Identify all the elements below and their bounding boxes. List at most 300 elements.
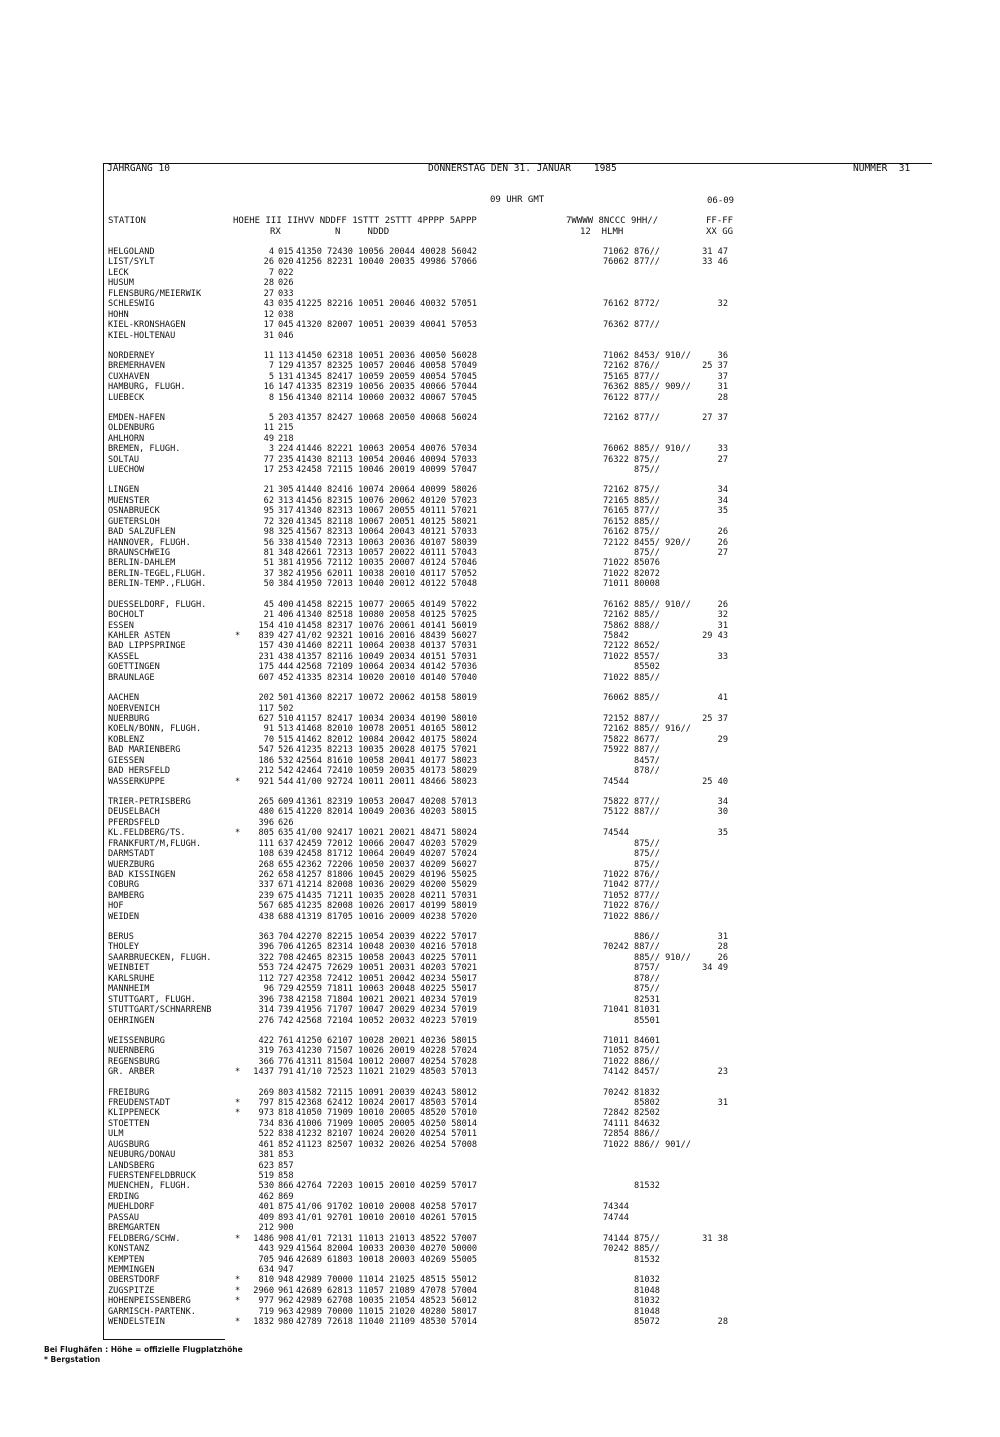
station-name: GARMISCH-PARTENK. (108, 1306, 196, 1317)
station-index: 338 (278, 537, 294, 548)
station-height: 51 (263, 558, 274, 569)
station-height: 401 (258, 1202, 274, 1213)
station-index: 947 (278, 1264, 294, 1275)
station-name: SAARBRUECKEN, FLUGH. (108, 952, 212, 963)
station-height: 239 (258, 890, 274, 901)
station-name: LANDSBERG (108, 1160, 155, 1171)
synop-groups: 41357 82427 10068 20050 40068 56024 (296, 412, 478, 423)
weather-groups: 75922 887// (603, 745, 660, 756)
synop-groups: 41235 82008 10026 20017 40199 58019 (296, 901, 478, 912)
bottom-rule (103, 1339, 225, 1340)
synop-groups: 42475 72629 10051 20031 40203 57021 (296, 963, 478, 974)
station-height: 265 (258, 796, 274, 807)
station-height: 21 (263, 610, 274, 621)
station-height: 1832 (253, 1317, 274, 1328)
station-index: 900 (278, 1223, 294, 1234)
mountain-flag: * (235, 828, 241, 839)
weather-groups: 75862 888// (603, 620, 660, 631)
synop-groups: 41468 82010 10078 20051 40165 58012 (296, 724, 478, 735)
synop-groups: 41340 82518 10080 20058 40125 57025 (296, 610, 478, 621)
station-name: MEMMINGEN (108, 1264, 155, 1275)
wind-gusts: 37 (717, 371, 728, 382)
station-index: 688 (278, 911, 294, 922)
station-name: WENDELSTEIN (108, 1317, 165, 1328)
weather-groups: 76062 885// (603, 693, 660, 704)
weather-groups: 875// (603, 984, 660, 995)
synop-groups: 42270 82215 10054 20039 40222 57017 (296, 932, 478, 943)
station-name: KASSEL (108, 651, 140, 662)
station-height: 56 (263, 537, 274, 548)
station-name: MUEHLDORF (108, 1202, 155, 1213)
synop-groups: 41950 72013 10040 20012 40122 57048 (296, 579, 478, 590)
station-height: 5 (268, 412, 274, 423)
station-name: ULM (108, 1129, 124, 1140)
station-name: MUENSTER (108, 495, 150, 506)
station-height: 186 (258, 755, 274, 766)
wind-gusts: 33 46 (702, 257, 728, 268)
station-height: 212 (258, 766, 274, 777)
station-height: 31 (263, 330, 274, 341)
station-name: GR. ARBER (108, 1067, 155, 1078)
synop-groups: 41265 82314 10048 20030 40216 57018 (296, 942, 478, 953)
weather-groups: 72162 885// 916// (603, 724, 691, 735)
station-index: 637 (278, 838, 294, 849)
synop-groups: 41230 71507 10026 20019 40228 57024 (296, 1046, 478, 1057)
wind-gusts: 34 (717, 796, 728, 807)
synop-groups: 41361 82319 10053 20047 40208 57013 (296, 796, 478, 807)
synop-groups: 41250 62107 10028 20021 40236 58015 (296, 1035, 478, 1046)
synop-groups: 42568 72109 10064 20034 40142 57036 (296, 662, 478, 673)
weather-groups: 75122 887// (603, 807, 660, 818)
station-name: KARLSRUHE (108, 973, 155, 984)
wind-gusts: 34 (717, 495, 728, 506)
synop-groups: 41450 62318 10051 20036 40050 56028 (296, 350, 478, 361)
weather-groups: 75822 8677/ (603, 734, 660, 745)
station-index: 739 (278, 1005, 294, 1016)
station-name: REGENSBURG (108, 1056, 160, 1067)
station-name: HANNOVER, FLUGH. (108, 537, 191, 548)
synop-groups: 42459 72012 10066 20047 40203 57029 (296, 838, 478, 849)
weather-groups: 71022 85076 (603, 558, 660, 569)
station-index: 761 (278, 1035, 294, 1046)
station-name: MUENCHEN, FLUGH. (108, 1181, 191, 1192)
wind-gusts: 31 (717, 620, 728, 631)
synop-groups: 41050 71909 10010 20005 48520 57010 (296, 1108, 478, 1119)
weather-groups: 74144 875// (603, 1233, 660, 1244)
station-height: 27 (263, 288, 274, 299)
station-height: 1486 (253, 1233, 274, 1244)
synop-groups: 41220 82014 10049 20036 40203 58015 (296, 807, 478, 818)
station-name: BREMEN, FLUGH. (108, 444, 181, 455)
station-name: DARMSTADT (108, 849, 155, 860)
station-height: 276 (258, 1015, 274, 1026)
station-column-header: STATION (108, 216, 146, 226)
weather-groups: 72854 886// (603, 1129, 660, 1140)
station-height: 719 (258, 1306, 274, 1317)
station-name: BREMGARTEN (108, 1223, 160, 1234)
synop-groups: 41350 72430 10056 20044 40028 56042 (296, 247, 478, 257)
wind-gust-subheader: XX GG (706, 227, 734, 237)
station-height: 111 (258, 838, 274, 849)
synop-groups: 41462 82012 10084 20042 40175 58024 (296, 734, 478, 745)
station-height: 62 (263, 495, 274, 506)
synop-groups: 41357 82325 10057 20046 40058 57049 (296, 361, 478, 372)
station-height: 95 (263, 506, 274, 517)
station-index: 706 (278, 942, 294, 953)
station-index: 875 (278, 1202, 294, 1213)
station-index: 015 (278, 247, 294, 257)
station-index: 658 (278, 869, 294, 880)
station-height: 7 (268, 361, 274, 372)
station-height: 567 (258, 901, 274, 912)
station-index: 235 (278, 454, 294, 465)
synop-groups: 41340 82313 10067 20055 40111 57021 (296, 506, 478, 517)
weather-groups: 75822 877// (603, 796, 660, 807)
station-index: 430 (278, 641, 294, 652)
station-name: KIEL-HOLTENAU (108, 330, 176, 341)
synop-groups: 41214 82008 10036 20029 40200 55029 (296, 880, 478, 891)
weather-groups: 70242 81832 (603, 1087, 660, 1098)
station-name: BAD HERSFELD (108, 766, 171, 777)
station-name: HAMBURG, FLUGH. (108, 382, 186, 393)
station-height: 268 (258, 859, 274, 870)
weather-groups: 72152 887// (603, 713, 660, 724)
station-index: 626 (278, 817, 294, 828)
weather-groups: 875// (603, 849, 660, 860)
synop-groups: 42989 62708 10035 21054 48523 56012 (296, 1296, 478, 1307)
synop-groups: 41430 82113 10054 20046 40094 57033 (296, 454, 478, 465)
weather-groups: 74111 84632 (603, 1118, 660, 1129)
station-index: 609 (278, 796, 294, 807)
station-height: 70 (263, 734, 274, 745)
weather-groups: 72162 885// (603, 610, 660, 621)
wind-gusts: 33 (717, 444, 728, 455)
station-name: THOLEY (108, 942, 140, 953)
synop-groups: 42465 82315 10058 20043 40225 57011 (296, 952, 478, 963)
synop-groups: 42458 72115 10046 20019 40099 57047 (296, 465, 478, 476)
station-index: 655 (278, 859, 294, 870)
station-name: STUTTGART/SCHNARRENB (108, 1005, 212, 1016)
synop-groups: 41582 72115 10091 20039 40243 58012 (296, 1087, 478, 1098)
synop-groups: 41564 82004 10033 20030 40270 50000 (296, 1244, 478, 1255)
jahrgang-label: JAHRGANG 10 (107, 163, 170, 174)
synop-groups: 41/10 72523 11021 21029 48503 57013 (296, 1067, 478, 1078)
weather-groups: 875// (603, 548, 660, 559)
weather-groups: 72165 885// (603, 495, 660, 506)
station-height: 422 (258, 1035, 274, 1046)
station-height: 202 (258, 693, 274, 704)
weather-groups: 886// (603, 932, 660, 943)
wind-gusts: 25 37 (702, 713, 728, 724)
station-index: 963 (278, 1306, 294, 1317)
synop-groups: 41456 82315 10076 20062 40120 57023 (296, 495, 478, 506)
station-name: NUERNBERG (108, 1046, 155, 1057)
weather-groups: 71052 875// (603, 1046, 660, 1057)
wind-gusts: 26 (717, 952, 728, 963)
weather-groups: 74544 (603, 828, 629, 839)
station-height: 522 (258, 1129, 274, 1140)
station-name: OBERSTDORF (108, 1275, 160, 1286)
weather-groups: 72162 877// (603, 412, 660, 423)
station-height: 921 (258, 776, 274, 787)
station-name: AUGSBURG (108, 1139, 150, 1150)
station-index: 803 (278, 1087, 294, 1098)
weather-groups: 76162 885// 910// (603, 599, 691, 610)
station-height: 157 (258, 641, 274, 652)
station-height: 117 (258, 703, 274, 714)
wind-gusts: 31 (717, 382, 728, 393)
mountain-flag: * (235, 1275, 241, 1286)
station-height: 443 (258, 1244, 274, 1255)
station-index: 452 (278, 672, 294, 683)
mountain-flag: * (235, 1233, 241, 1244)
station-index: 836 (278, 1118, 294, 1129)
station-height: 805 (258, 828, 274, 839)
weather-groups: 74744 (603, 1212, 629, 1223)
station-height: 623 (258, 1160, 274, 1171)
wind-gusts: 32 (717, 610, 728, 621)
station-height: 977 (258, 1296, 274, 1307)
station-index: 526 (278, 745, 294, 756)
synop-groups: 41446 82221 10063 20054 40076 57034 (296, 444, 478, 455)
weather-groups: 71022 886// (603, 911, 660, 922)
station-index: 727 (278, 973, 294, 984)
synop-groups: 42158 71804 10021 20021 40234 57019 (296, 994, 478, 1005)
synop-groups: 42661 72313 10057 20022 40111 57043 (296, 548, 478, 559)
station-name: OLDENBURG (108, 423, 155, 434)
station-name: OSNABRUECK (108, 506, 160, 517)
station-name: STOETTEN (108, 1118, 150, 1129)
wind-gusts: 26 (717, 527, 728, 538)
weather-groups: 72122 8455/ 920// (603, 537, 691, 548)
station-name: WEINBIET (108, 963, 150, 974)
station-index: 320 (278, 516, 294, 527)
synop-groups: 41440 82416 10074 20064 40099 58026 (296, 485, 478, 496)
synop-groups: 41458 82317 10076 20061 40141 56019 (296, 620, 478, 631)
synop-groups: 41/06 91702 10010 20008 40258 57017 (296, 1202, 478, 1213)
station-index: 381 (278, 558, 294, 569)
weather-groups: 85072 (603, 1317, 660, 1328)
wind-gusts: 29 43 (702, 631, 728, 641)
observation-time: 09 UHR GMT (490, 195, 545, 205)
station-index: 544 (278, 776, 294, 787)
station-height: 396 (258, 994, 274, 1005)
station-name: FREUDENSTADT (108, 1097, 171, 1108)
station-height: 212 (258, 1223, 274, 1234)
station-index: 729 (278, 984, 294, 995)
weather-groups: 72122 8652/ (603, 641, 660, 652)
group7-header: 7WWWW 8NCCC 9HH// (566, 216, 659, 226)
station-index: 022 (278, 267, 294, 278)
synop-groups: 41235 82213 10035 20028 40175 57021 (296, 745, 478, 756)
station-height: 480 (258, 807, 274, 818)
station-height: 319 (258, 1046, 274, 1057)
synop-groups: 41340 82114 10060 20032 40067 57045 (296, 392, 478, 403)
station-index: 035 (278, 299, 294, 310)
weather-groups: 76062 885// 910// (603, 444, 691, 455)
station-height: 7 (268, 267, 274, 278)
synop-groups: 42689 62813 11057 21089 47078 57004 (296, 1285, 478, 1296)
station-name: SCHLESWIG (108, 299, 155, 310)
station-height: 17 (263, 320, 274, 331)
station-index: 929 (278, 1244, 294, 1255)
station-height: 11 (263, 350, 274, 361)
weather-groups: 71022 886// (603, 1056, 660, 1067)
station-name: CUXHAVEN (108, 371, 150, 382)
station-index: 738 (278, 994, 294, 1005)
mountain-flag: * (235, 1317, 241, 1328)
weather-groups: 71022 876// (603, 869, 660, 880)
station-name: BAD KISSINGEN (108, 869, 176, 880)
station-index: 038 (278, 309, 294, 320)
station-height: 21 (263, 485, 274, 496)
station-height: 50 (263, 579, 274, 590)
weather-groups: 71022 82072 (603, 568, 660, 579)
station-name: HOHN (108, 309, 129, 320)
station-index: 763 (278, 1046, 294, 1057)
station-name: EMDEN-HAFEN (108, 412, 165, 423)
station-name: NEUBURG/DONAU (108, 1150, 176, 1161)
wind-gusts: 28 (717, 392, 728, 403)
station-index: 406 (278, 610, 294, 621)
station-name: BAMBERG (108, 890, 145, 901)
station-height: 462 (258, 1191, 274, 1202)
synop-groups: 41567 82313 10064 20043 40121 57033 (296, 527, 478, 538)
weather-groups: 71062 876// (603, 247, 660, 257)
station-height: 16 (263, 382, 274, 393)
mountain-flag: * (235, 776, 241, 787)
station-index: 515 (278, 734, 294, 745)
station-index: 046 (278, 330, 294, 341)
station-index: 129 (278, 361, 294, 372)
station-height: 4 (268, 247, 274, 257)
station-name: ERDING (108, 1191, 140, 1202)
weather-groups: 74544 (603, 776, 629, 787)
station-index: 615 (278, 807, 294, 818)
station-index: 776 (278, 1056, 294, 1067)
issue-number: NUMMER 31 (853, 163, 911, 174)
station-height: 734 (258, 1118, 274, 1129)
weather-groups: 71022 885// (603, 672, 660, 683)
wind-gusts: 26 (717, 599, 728, 610)
station-height: 322 (258, 952, 274, 963)
wind-gusts: 34 49 (702, 963, 728, 974)
station-name: LIST/SYLT (108, 257, 155, 268)
wind-gusts: 31 (717, 932, 728, 943)
station-index: 384 (278, 579, 294, 590)
station-index: 853 (278, 1150, 294, 1161)
station-height: 91 (263, 724, 274, 735)
synop-groups: 41335 82319 10056 20035 40066 57044 (296, 382, 478, 393)
station-index: 026 (278, 278, 294, 289)
station-name: AACHEN (108, 693, 140, 704)
station-name: HOF (108, 901, 124, 912)
synop-groups: 42989 70000 11014 21025 48515 55012 (296, 1275, 478, 1286)
weather-groups: 72162 875// (603, 485, 660, 496)
synop-groups: 42564 81610 10058 20041 40177 58023 (296, 755, 478, 766)
station-name: NORDERNEY (108, 350, 155, 361)
station-index: 639 (278, 849, 294, 860)
station-height: 461 (258, 1139, 274, 1150)
weather-groups: 875// (603, 838, 660, 849)
time-window: 06-09 (707, 196, 735, 206)
wind-gusts: 25 40 (702, 776, 728, 787)
station-height: 17 (263, 465, 274, 476)
synop-groups: 41/01 72131 11013 21013 48522 57007 (296, 1233, 478, 1244)
station-index: 962 (278, 1296, 294, 1307)
weather-groups: 71041 81031 (603, 1005, 660, 1016)
station-height: 12 (263, 309, 274, 320)
station-index: 325 (278, 527, 294, 538)
synop-groups: 41956 62011 10038 20010 40117 57052 (296, 568, 478, 579)
synop-groups: 41/01 92701 10010 20010 40261 57015 (296, 1212, 478, 1223)
mountain-flag: * (235, 1108, 241, 1119)
station-height: 2960 (253, 1285, 274, 1296)
station-name: OEHRINGEN (108, 1015, 155, 1026)
synop-groups: 42689 61803 10018 20003 40269 55005 (296, 1254, 478, 1265)
synop-groups: 42989 70000 11015 21020 40280 58017 (296, 1306, 478, 1317)
wind-gusts: 25 37 (702, 361, 728, 372)
station-name: KOBLENZ (108, 734, 145, 745)
station-index: 348 (278, 548, 294, 559)
weather-groups: 76362 877// (603, 320, 660, 331)
station-index: 513 (278, 724, 294, 735)
station-index: 948 (278, 1275, 294, 1286)
station-height: 5 (268, 371, 274, 382)
synop-groups: 41540 72313 10063 20036 40107 58039 (296, 537, 478, 548)
station-index: 671 (278, 880, 294, 891)
synop-groups: 41956 71707 10047 20029 40234 57019 (296, 1005, 478, 1016)
station-height: 530 (258, 1181, 274, 1192)
station-name: MANNHEIM (108, 984, 150, 995)
wind-gusts: 28 (717, 1317, 728, 1328)
station-name: SOLTAU (108, 454, 140, 465)
synop-groups: 41/00 92417 10021 20021 48471 58024 (296, 828, 478, 839)
mountain-flag: * (235, 1097, 241, 1108)
station-name: GUETERSLOH (108, 516, 160, 527)
station-index: 400 (278, 599, 294, 610)
mountain-flag: * (235, 1296, 241, 1307)
station-name: FUERSTENFELDBRUCK (108, 1171, 196, 1182)
weather-groups: 75165 877// (603, 371, 660, 382)
wind-gusts: 31 38 (702, 1233, 728, 1244)
station-name: BERLIN-TEMP.,FLUGH. (108, 579, 207, 590)
station-index: 742 (278, 1015, 294, 1026)
station-name: ZUGSPITZE (108, 1285, 155, 1296)
station-index: 444 (278, 662, 294, 673)
weather-groups: 8457/ (603, 755, 660, 766)
synop-groups: 41006 71909 10005 20005 40250 58014 (296, 1118, 478, 1129)
station-height: 231 (258, 651, 274, 662)
station-name: GIESSEN (108, 755, 145, 766)
station-height: 96 (263, 984, 274, 995)
weather-groups: 76165 877// (603, 506, 660, 517)
wind-gusts: 27 37 (702, 412, 728, 423)
synop-groups: 41257 81806 10045 20029 40196 55025 (296, 869, 478, 880)
station-index: 113 (278, 350, 294, 361)
synop-groups: 41232 82107 10024 20020 40254 57011 (296, 1129, 478, 1140)
synop-groups: 41225 82216 10051 20046 40032 57051 (296, 299, 478, 310)
station-height: 519 (258, 1171, 274, 1182)
station-name: DUESSELDORF, FLUGH. (108, 599, 207, 610)
weather-groups: 76322 875// (603, 454, 660, 465)
station-index: 147 (278, 382, 294, 393)
weather-groups: 81032 (603, 1275, 660, 1286)
weather-groups: 74344 (603, 1202, 629, 1213)
station-height: 45 (263, 599, 274, 610)
station-name: KEMPTEN (108, 1254, 145, 1265)
station-name: NOERVENICH (108, 703, 160, 714)
